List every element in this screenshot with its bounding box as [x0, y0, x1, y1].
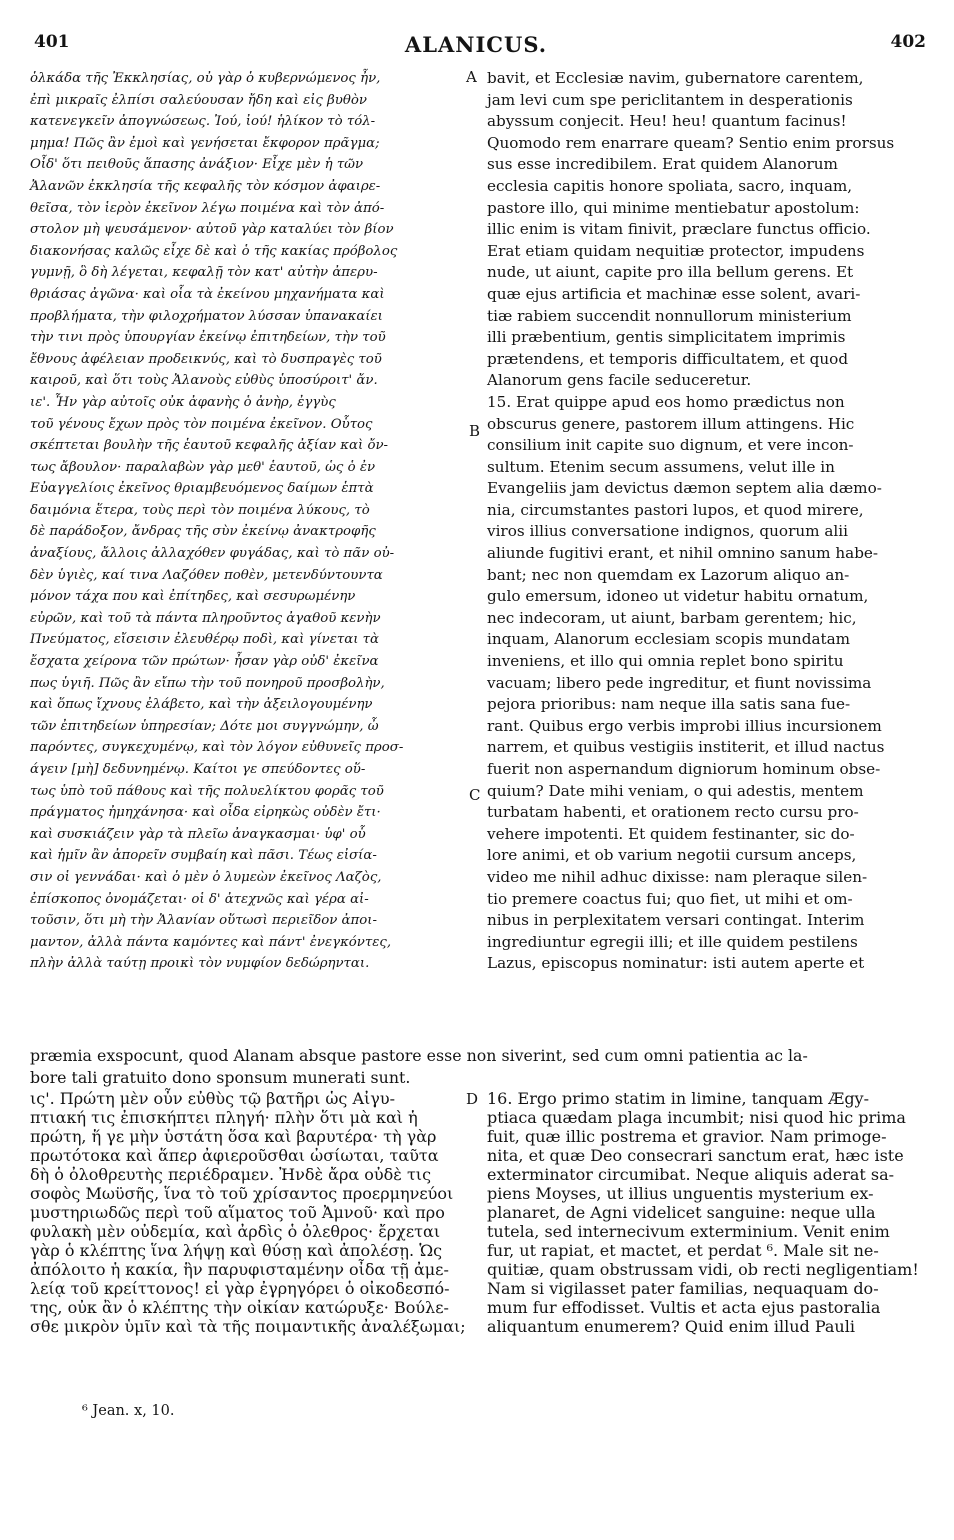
greek-text-line: ἐπὶ μικραῖς ἐλπίσι σαλεύουσαν ἤδη καὶ εἰς βυθὸν — [30, 92, 367, 108]
latin-text-line: gulo emersum, idoneo ut videtur habitu ornatum, — [487, 587, 869, 606]
margin-letter-b: B — [469, 422, 481, 440]
latin-text-line: fuerit non aspernandum digniorum hominum obse- — [487, 760, 881, 778]
greek-text-line: ὁλκάδα τῆς Ἐκκλησίας, οὐ γὰρ ὁ κυβερνώμενος ἦν, — [30, 71, 381, 86]
latin-text-line: jam levi cum spe periclitantem in desperationis — [487, 90, 853, 109]
latin-text-line: ptiaca quædam plaga incumbit; nisi quod hic prima — [487, 1108, 906, 1127]
latin-text-line: video me nihil adhuc dixisse: nam pleraque silen- — [487, 867, 868, 886]
latin-text-line: illi præbentium, gentis simplicitatem imprimis — [487, 328, 846, 347]
latin-text-line: exterminator circumibat. Neque aliquis aderat sa- — [487, 1165, 895, 1184]
latin-text-line: Erat etiam quidam nequitiæ protector, impudens — [487, 241, 865, 260]
greek-text-line: δαιμόνια ἕτερα, τοὺς περὶ τὸν ποιμένα λύκους, τὸ — [30, 502, 370, 518]
latin-text-line: sultum. Etenim secum assumens, velut ille in — [487, 457, 835, 476]
page-header — [26, 32, 926, 66]
greek-text-line: διακονήσας καλῶς εἶχε δὲ καὶ ὁ τῆς κακίας πρόβολος — [30, 243, 398, 259]
latin-text-line: quium? Date mihi veniam, o qui adestis, mentem — [487, 781, 864, 800]
greek-text-line: προβλήματα, τὴν φιλοχρήματον λύσσαν ὑπανακαίει — [30, 308, 383, 324]
latin-text-line: aliquantum enumerem? Quid enim illud Pauli — [487, 1317, 855, 1336]
greek-text-line: ἐπίσκοπος ὀνομάζεται· οἱ δ' ἀτεχνῶς καὶ γέρα αἰ- — [30, 891, 369, 907]
greek-text-line: Οἶδ' ὅτι πειθοῦς ἅπασης ἀνάξιον· Εἶχε μὲν ἡ τῶν — [30, 157, 364, 173]
greek-text-line: μόνον τάχα που καὶ ἐπίτηδες, καὶ σεσυρωμένην — [30, 589, 356, 605]
latin-text-line: quæ ejus artificia et machinæ esse solent, avari- — [487, 284, 861, 303]
greek-text-line: πράγματος ἠμηχάνησα· καὶ οἶδα εἰρηκὼς οὐδὲν ἔτι· — [30, 805, 381, 821]
greek-text-line: ιε'. Ἦν γὰρ αὐτοῖς οὐκ ἀφανὴς ὁ ἀνὴρ, ἐγγὺς — [30, 394, 336, 410]
latin-text-line: nita, et quæ Deo consecrari sanctum erat, hæc iste — [487, 1146, 904, 1165]
greek-text-line: της, οὐκ ἂν ὁ κλέπτης τὴν οἰκίαν κατώρυξε· Βούλε- — [30, 1298, 449, 1317]
greek-text-line: πρωτότοκα καὶ ἅπερ ἀφιεροῦσθαι ὠσίωται, ταῦτα — [30, 1146, 439, 1165]
greek-text-line: σθε μικρὸν ὑμῖν καὶ τὰ τῆς ποιμαντικῆς ἀναλέξωμαι; — [30, 1317, 466, 1336]
greek-text-line: άγειν [μὴ] δεδυνημένῳ. Καίτοι γε σπεύδοντες οὕ- — [30, 762, 366, 777]
greek-text-line: σκέπτεται βουλὴν τῆς ἑαυτοῦ κεφαλῆς ἀξίαν καὶ ὄν- — [30, 438, 389, 454]
latin-text-line: inveniens, et illo qui omnia replet bono spiritu — [487, 652, 844, 671]
latin-text-line: vacuam; libero pede ingreditur, et fiunt novissima — [487, 673, 872, 692]
latin-text-line: Alanorum gens facile seduceretur. — [487, 371, 752, 390]
greek-text-line: παρόντες, συγκεχυμένῳ, καὶ τὸν λόγον εὐθυνεῖς προσ- — [30, 740, 404, 756]
greek-text-line: δὴ ὁ ὀλοθρευτὴς περιέδραμεν. Ἠνδὲ ἄρα οὐδὲ τις — [30, 1165, 432, 1184]
greek-text-line: ἔθνους ἀφέλειαν προδεικνύς, καὶ τὸ δυσπραγὲς τοῦ — [30, 351, 382, 367]
latin-text-line: Nam si vigilasset pater familias, nequaquam do- — [487, 1279, 879, 1298]
greek-text-line: πλὴν ἀλλὰ ταύτῃ προικὶ τὸν νυμφίον δεδώρηνται. — [30, 956, 370, 972]
greek-text-line: δὲν ὑγιὲς, καί τινα Λαζόθεν ποθὲν, μετενδύντουντα — [30, 567, 383, 583]
greek-text-line: θριάσας ἀγῶνα· καὶ οἷα τὰ ἐκείνου μηχανήματα καὶ — [30, 286, 385, 302]
full-width-line: præmia exspocunt, quod Alanam absque pastore esse non siverint, sed cum omni patientia ac la- — [30, 1046, 808, 1065]
latin-text-line: inquam, Alanorum ecclesiam scopis mundatam — [487, 630, 851, 649]
latin-text-line: Quomodo rem enarrare queam? Sentio enim prorsus — [487, 133, 895, 152]
full-width-line: bore tali gratuito dono sponsum munerati sunt. — [30, 1068, 411, 1087]
latin-column-bottom — [487, 1089, 920, 1336]
greek-text-line: μαντον, ἀλλὰ πάντα καμόντες καὶ πάντ' ἐνεγκόντες, — [30, 934, 392, 950]
full-width-text — [30, 1045, 924, 1089]
greek-text-line: λείᾳ τοῦ κρείττονος! εἰ γὰρ ἐγρηγόρει ὁ οἰκοδεσπό- — [30, 1279, 450, 1298]
latin-text-line: prætendens, et temporis difficultatem, et quod — [487, 349, 849, 368]
margin-letter-a: A — [466, 68, 477, 86]
greek-text-line: πτιακή τις ἐπισκήπτει πληγή· πλὴν ὅτι μὰ καὶ ἡ — [30, 1108, 418, 1127]
greek-text-line: Πνεύματος, εἴσεισιν ἐλευθέρῳ ποδὶ, καὶ γίνεται τὰ — [30, 632, 380, 648]
greek-text-line: ις'. Πρώτη μὲν οὖν εὐθὺς τῷ βατῆρι ὡς Αἰγυ- — [30, 1089, 395, 1108]
greek-text-line: ἀναξίους, ἄλλοις ἀλλαχόθεν φυγάδας, καὶ τὸ πᾶν οὐ- — [30, 546, 395, 562]
page-number-left: 401 — [34, 32, 70, 52]
greek-text-line: θεῖσα, τὸν ἱερὸν ἐκεῖνον λέγω ποιμένα καὶ τὸν ἀπό- — [30, 200, 385, 216]
latin-text-line: abyssum conjecit. Heu! heu! quantum facinus! — [487, 112, 847, 131]
margin-letter-d: D — [466, 1090, 479, 1108]
greek-text-line: καὶ συσκιάζειν γὰρ τὰ πλεῖω ἀναγκασμαι· ὑφ' οὗ — [30, 826, 366, 842]
greek-text-line: τοῦ γένους ἔχων πρὸς τὸν ποιμένα ἐκεῖνον. Οὗτος — [30, 416, 373, 432]
page-number-right: 402 — [890, 32, 926, 52]
latin-column-top — [487, 68, 920, 975]
greek-text-line: πως ὑγιῆ. Πῶς ἂν εἴπω τὴν τοῦ πονηροῦ προσβολὴν, — [30, 675, 385, 691]
greek-text-line: Ἀλανῶν ἐκκλησία τῆς κεφαλῆς τὸν κόσμον ἀφαιρε- — [30, 178, 381, 194]
latin-text-line: narrem, et quibus vestigiis institerit, et illud nactus — [487, 738, 885, 757]
latin-text-line: quitiæ, quam obstrussam vidi, ob recti negligentiam! — [487, 1260, 919, 1279]
latin-text-line: tutela, sed internecivum exterminium. Venit enim — [487, 1222, 890, 1241]
latin-text-line: tiæ rabiem succendit nonnullorum ministerium — [487, 306, 852, 325]
latin-text-line: ecclesia capitis honore spoliata, sacro, inquam, — [487, 176, 853, 195]
latin-text-line: piens Moyses, ut illius unguentis mysterium ex- — [487, 1184, 874, 1203]
latin-text-line: Lazus, episcopus nominatur: isti autem aperte et — [487, 954, 865, 973]
latin-text-line: vehere impotenti. Et quidem festinanter, sic do- — [487, 824, 855, 843]
latin-text-line: ingrediuntur egregii illi; et ille quidem pestilens — [487, 932, 858, 951]
greek-text-line: τὴν τινι πρὸς ὑπουργίαν ἐκείνῳ ἐπιτηδείων, τὴν τοῦ — [30, 330, 386, 346]
latin-text-line: turbatam habenti, et orationem recto cursu pro- — [487, 803, 859, 822]
greek-text-line: Εὐαγγελίοις ἐκεῖνος θριαμβευόμενος δαίμων ἑπτὰ — [30, 481, 374, 497]
latin-text-line: lore animi, et ob varium negotii cursum anceps, — [487, 846, 857, 865]
greek-text-line: γὰρ ὁ κλέπτης ἵνα λήψῃ καὶ θύσῃ καὶ ἀπολέσῃ. Ὡς — [30, 1241, 443, 1260]
latin-text-line: pejora prioribus: nam neque illa satis sana fue- — [487, 695, 851, 714]
margin-letter-c: C — [469, 786, 481, 804]
greek-text-line: καὶ ὅπως ἴχνους ἐλάβετο, καὶ τὴν ἀξειλογουμένην — [30, 697, 373, 713]
latin-text-line: nude, ut aiunt, capite pro illa bellum gerens. Et — [487, 263, 854, 282]
greek-text-line: γυμνῇ, ὃ δὴ λέγεται, κεφαλῇ τὸν κατ' αὐτὴν ἀπερυ- — [30, 265, 378, 281]
latin-text-line: nia, circumstantes pastori lupos, et quod mirere, — [487, 500, 864, 519]
greek-column-bottom — [30, 1089, 470, 1336]
latin-text-line: bant; nec non quemdam ex Lazorum aliquo an- — [487, 565, 850, 584]
greek-text-line: πρώτη, ἥ γε μὴν ὑστάτη ὅσα καὶ βαρυτέρα· τὴ γὰρ — [30, 1127, 437, 1146]
latin-text-line: Evangeliis jam devictus dæmon septem alia dæmo- — [487, 479, 882, 498]
latin-text-line: planaret, de Agni videlicet sanguine: neque ulla — [487, 1203, 876, 1222]
greek-text-line: μημα! Πῶς ἂν ἐμοὶ καὶ γενήσεται ἔκφορον πρᾶγμα; — [30, 135, 380, 151]
greek-text-line: φυλακὴ μὲν οὐδεμία, καὶ ἀρδὶς ὁ ὀλεθρος· ἔρχεται — [30, 1222, 441, 1241]
latin-text-line: illic enim is vitam finivit, præclare functus officio. — [487, 220, 871, 239]
latin-text-line: nibus in perplexitatem versari contingat. Interim — [487, 911, 865, 930]
greek-text-line: κατενεγκεῖν ἀπογνώσεως. Ἰού, ἰού! ἡλίκον τὸ τόλ- — [30, 114, 376, 130]
latin-text-line: fur, ut rapiat, et mactet, et perdat ⁶. Male sit ne- — [487, 1241, 879, 1260]
greek-text-line: τως ὑπὸ τοῦ πάθους καὶ τῆς πολυελίκτου φορᾶς τοῦ — [30, 783, 384, 799]
greek-text-line: ἔσχατα χείρονα τῶν πρώτων· ἦσαν γὰρ οὐδ' ἐκεῖνα — [30, 654, 379, 670]
greek-text-line: τως ἄβουλον· παραλαβὼν γὰρ μεθ' ἑαυτοῦ, ὡς ὁ ἐν — [30, 459, 376, 475]
greek-text-line: εὐρῶν, καὶ τοῦ τὰ πάντα πληροῦντος ἀγαθοῦ κενὴν — [30, 610, 381, 626]
latin-text-line: nec indecoram, ut aiunt, barbam gerentem; hic, — [487, 608, 857, 627]
greek-text-line: σιν οἱ γεννάδαι· καὶ ὁ μὲν ὁ λυμεὼν ἐκεῖνος Λαζὸς, — [30, 869, 382, 885]
greek-text-line: σοφὸς Μωϋσῆς, ἵνα τὸ τοῦ χρίσαντος προερμηνεύοι — [30, 1184, 454, 1203]
latin-text-line: obscurus genere, pastorem illum attingens. Hic — [487, 414, 855, 433]
latin-text-line: aliunde fugitivi erant, et nihil omnino sanum habe- — [487, 544, 879, 563]
latin-text-line: 15. Erat quippe apud eos homo prædictus non — [487, 392, 845, 411]
latin-text-line: sus esse incredibilem. Erat quidem Alanorum — [487, 155, 838, 174]
latin-text-line: bavit, et Ecclesiæ navim, gubernatore carentem, — [487, 69, 864, 87]
greek-text-line: μυστηριωδῶς περὶ τοῦ αἵματος τοῦ Ἀμνοῦ· καὶ προ — [30, 1203, 445, 1222]
greek-text-line: τοῦσιν, ὅτι μὴ τὴν Ἀλανίαν οὕτωσὶ περιεῖδον ἀποι- — [30, 913, 377, 929]
latin-text-line: pastore illo, qui minime mentiebatur apostolum: — [487, 198, 860, 217]
greek-text-line: τῶν ἐπιτηδείων ὑπηρεσίαν; Δότε μοι συγγνώμην, ὦ — [30, 718, 379, 734]
latin-text-line: mum fur effodisset. Vultis et acta ejus pastoralia — [487, 1298, 881, 1317]
greek-text-line: καιροῦ, καὶ ὅτι τοὺς Ἀλανοὺς εὐθὺς ὑποσύροιτ' ἄν. — [30, 373, 378, 389]
greek-text-line: ἀπόλοιτο ἡ κακία, ἣν παρυφισταμένην οἶδα τῇ ἀμε- — [30, 1260, 449, 1279]
latin-text-line: tio premere coactus fui; quo fiet, ut mihi et om- — [487, 889, 853, 908]
latin-text-line: 16. Ergo primo statim in limine, tanquam Ægy- — [487, 1089, 869, 1108]
greek-text-line: καὶ ἡμῖν ἂν ἀπορεῖν συμβαίη καὶ πᾶσι. Τέως εἰσία- — [30, 848, 377, 864]
greek-text-line: δὲ παράδοξον, ἄνδρας τῆς σὺν ἐκείνῳ ἀνακτροφῆς — [30, 524, 376, 540]
latin-text-line: rant. Quibus ergo verbis improbi illius incursionem — [487, 716, 882, 735]
greek-column-top — [30, 68, 470, 975]
latin-text-line: consilium init capite suo dignum, et vere incon- — [487, 436, 854, 455]
latin-text-line: viros illius conversatione indignos, quorum alii — [487, 522, 848, 541]
footnote: ⁶ Jean. x, 10. — [82, 1403, 175, 1419]
greek-text-line: στολον μὴ ψευσάμενον· αὐτοῦ γὰρ καταλύει τὸν βίον — [30, 222, 394, 238]
running-title: ALANICUS. — [404, 32, 548, 57]
latin-text-line: fuit, quæ illic postrema et gravior. Nam primoge- — [487, 1127, 887, 1146]
